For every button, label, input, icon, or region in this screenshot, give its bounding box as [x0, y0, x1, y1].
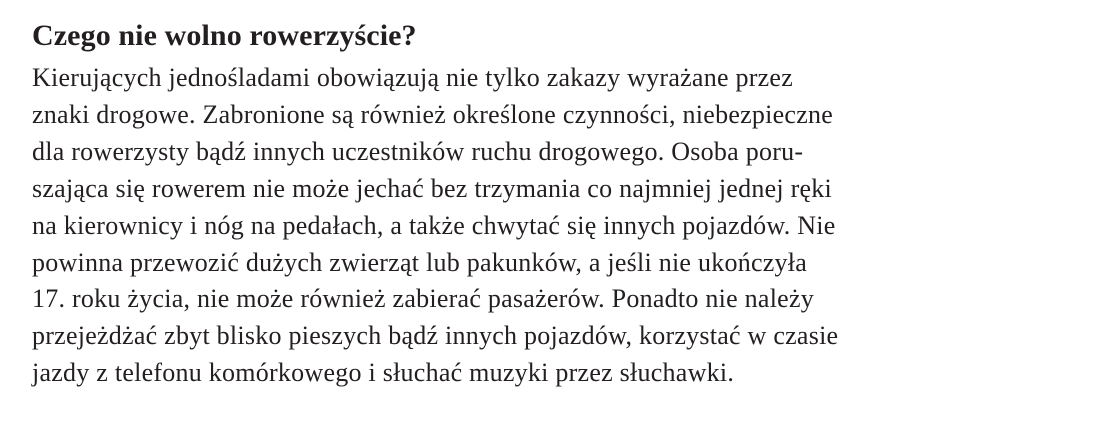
paragraph-line: dla rowerzysty bądź innych uczestników ruchu drogowego. Osoba poru- [32, 136, 804, 166]
paragraph-line: jazdy z telefonu komórkowego i słuchać muzyki przez słuchawki. [32, 358, 735, 388]
paragraph-line: Kierujących jednośladami obowiązują nie tylko zakazy wyrażane przez [32, 63, 794, 92]
paragraph-line: 17. roku życia, nie może również zabierać pasażerów. Ponadto nie należy [32, 284, 814, 314]
paragraph-line: powinna przewozić dużych zwierząt lub pakunków, a jeśli nie ukończyła [32, 247, 808, 277]
document-section [32, 14, 1092, 392]
body-paragraph [32, 60, 1092, 392]
paragraph-line: szająca się rowerem nie może jechać bez trzymania co najmniej jednej ręki [32, 173, 833, 203]
paragraph-line: przejeżdżać zbyt blisko pieszych bądź innych pojazdów, korzystać w czasie [32, 321, 839, 351]
paragraph-line: na kierownicy i nóg na pedałach, a także chwytać się innych pojazdów. Nie [32, 210, 836, 240]
paragraph-line: znaki drogowe. Zabronione są również określone czynności, niebezpieczne [32, 99, 834, 129]
section-heading: Czego nie wolno rowerzyście? [32, 19, 417, 52]
